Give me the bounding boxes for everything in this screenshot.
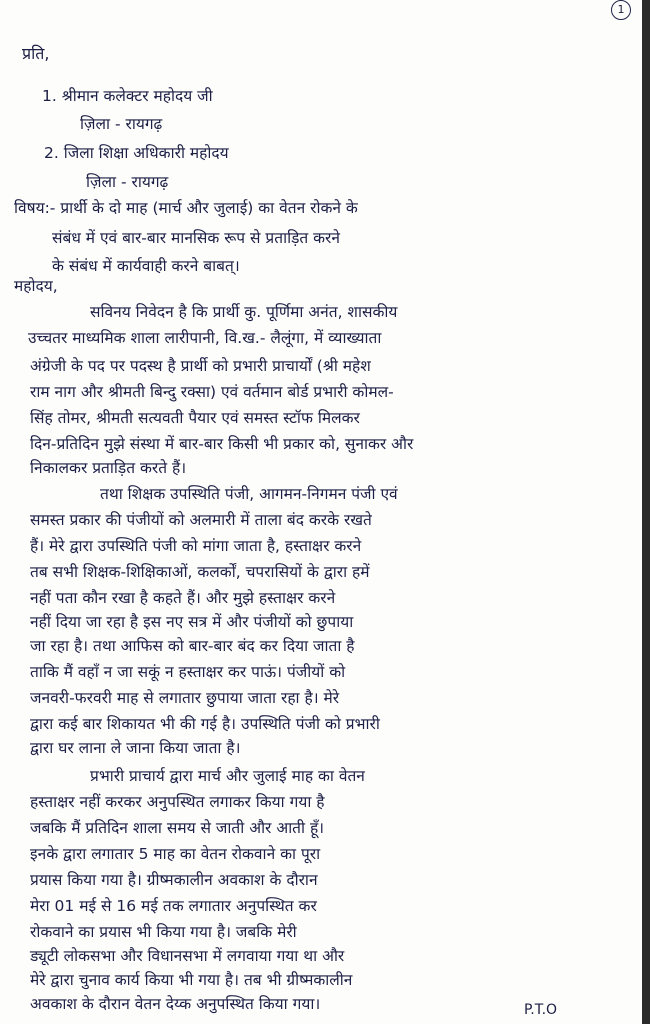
salutation: महोदय, [14, 277, 58, 295]
body-line: जा रहा है। तथा आफिस को बार-बार बंद कर दिया जाता है [30, 637, 355, 655]
page-number: 1 [611, 0, 631, 20]
body-line: प्रभारी प्राचार्य द्वारा मार्च और जुलाई माह का वेतन [90, 767, 365, 785]
recipient-prefix: प्रति, [22, 44, 50, 63]
body-line: हस्ताक्षर नहीं करकर अनुपस्थित लगाकर किया गया है [30, 793, 325, 811]
body-line: रोकवाने का प्रयास भी किया गया है। जबकि मेरी [30, 923, 297, 941]
subject-line: विषय:- प्रार्थी के दो माह (मार्च और जुलाई) का वेतन रोकने के [14, 199, 358, 217]
recipient-2-district: ज़िला - रायगढ़ [86, 173, 169, 191]
body-line: इनके द्वारा लगातार 5 माह का वेतन रोकवाने का पूरा [30, 845, 321, 863]
body-line: उच्चतर माध्यमिक शाला लारीपानी, वि.ख.- लैलूंगा, में व्याख्याता [28, 329, 382, 347]
body-line: प्रयास किया गया है। ग्रीष्मकालीन अवकाश के दौरान [30, 871, 318, 889]
body-line: जनवरी-फरवरी माह से लगातार छुपाया जाता रहा है। मेरे [30, 689, 340, 707]
body-line: अवकाश के दौरान वेतन देय्क अनुपस्थित किया गया। [30, 995, 321, 1013]
body-line: राम नाग और श्रीमती बिन्दु रक्सा) एवं वर्तमान बोर्ड प्रभारी कोमल- [30, 383, 394, 401]
recipient-1-district: ज़िला - रायगढ़ [80, 115, 163, 133]
body-line: सिंह तोमर, श्रीमती सत्यवती पैयार एवं समस्त स्टॉफ मिलकर [30, 409, 360, 427]
recipient-2-title: 2. जिला शिक्षा अधिकारी महोदय [44, 144, 229, 162]
body-line: नहीं दिया जा रहा है इस नए सत्र में और पंजीयों को छुपाया [30, 613, 354, 631]
body-line: ताकि मैं वहाँ न जा सकूं न हस्ताक्षर कर पाऊं। पंजीयों को [30, 663, 346, 681]
subject-line: के संबंध में कार्यवाही करने बाबत्। [52, 257, 240, 275]
subject-line: संबंध में एवं बार-बार मानसिक रूप से प्रताड़ित करने [52, 229, 341, 247]
page-binding-edge [642, 0, 650, 1024]
body-line: द्वारा कई बार शिकायत भी की गई है। उपस्थिति पंजी को प्रभारी [30, 715, 380, 733]
body-line: मेरा 01 मई से 16 मई तक लगातार अनुपस्थित कर [30, 897, 317, 915]
body-line: द्वारा घर लाना ले जाना किया जाता है। [30, 739, 241, 757]
body-line: सविनय निवेदन है कि प्रार्थी कु. पूर्णिमा अनंत, शासकीय [90, 303, 398, 321]
body-line: तब सभी शिक्षक-शिक्षिकाओं, कलर्कों, चपरासियों के द्वारा हमें [30, 563, 370, 581]
body-line: निकालकर प्रताड़ित करते हैं। [30, 459, 187, 477]
body-line: दिन-प्रतिदिन मुझे संस्था में बार-बार किसी भी प्रकार को, सुनाकर और [30, 435, 414, 453]
recipient-1-title: 1. श्रीमान कलेक्टर महोदय जी [42, 87, 213, 105]
body-line: मेरे द्वारा चुनाव कार्य किया भी गया है। तब भी ग्रीष्मकालीन [30, 971, 353, 989]
pto-note: P.T.O [524, 1002, 558, 1018]
body-line: ड्यूटी लोकसभा और विधानसभा में लगवाया गया था और [30, 947, 345, 965]
body-line: अंग्रेजी के पद पर पदस्थ है प्रार्थी को प्रभारी प्राचार्यों (श्री महेश [30, 357, 371, 375]
body-line: समस्त प्रकार की पंजीयों को अलमारी में ताला बंद करके रखते [30, 511, 372, 529]
body-line: तथा शिक्षक उपस्थिति पंजी, आगमन-निगमन पंजी एवं [100, 485, 398, 503]
body-line: नहीं पता कौन रखा है कहते हैं। और मुझे हस्ताक्षर करने [30, 589, 336, 607]
body-line: जबकि मैं प्रतिदिन शाला समय से जाती और आती हूँ। [30, 819, 325, 837]
body-line: हैं। मेरे द्वारा उपस्थिति पंजी को मांगा जाता है, हस्ताक्षर करने [30, 537, 362, 555]
